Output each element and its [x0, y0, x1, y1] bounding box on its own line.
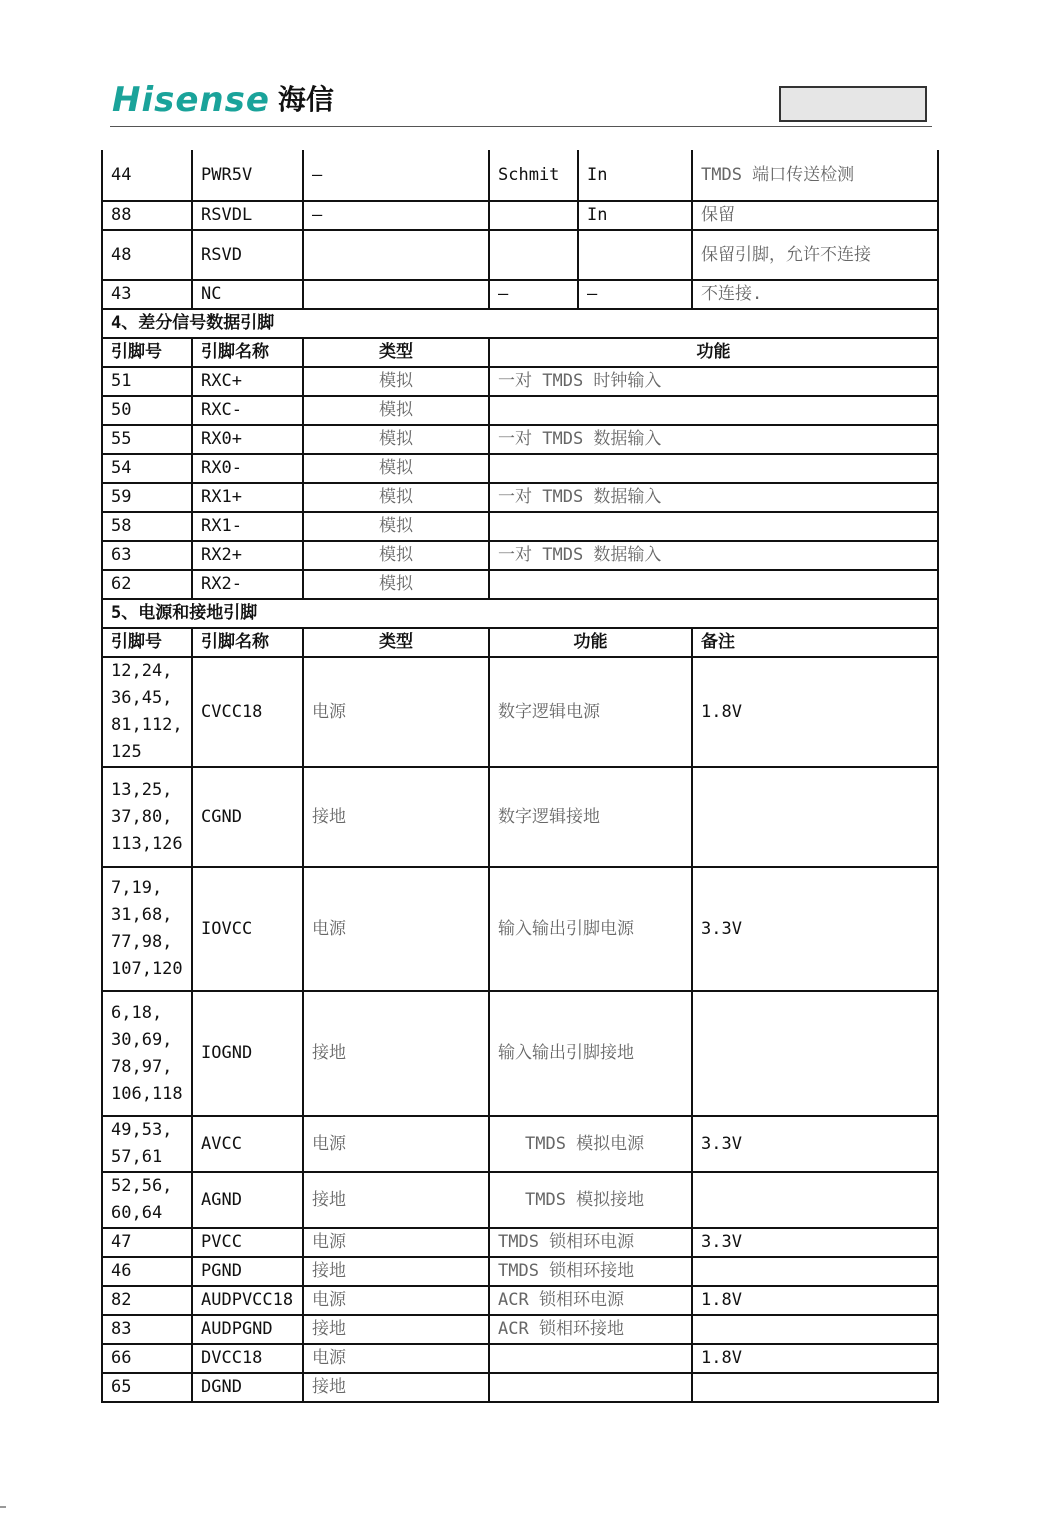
table-row — [102, 201, 938, 230]
table-row — [102, 1228, 938, 1257]
pin-note — [692, 1315, 938, 1344]
pin-name: PVCC — [192, 1228, 303, 1257]
pin-type: 模拟 — [303, 541, 489, 570]
table-row — [102, 1315, 938, 1344]
pin-type: 电源 — [303, 1344, 489, 1373]
pin-note — [692, 1257, 938, 1286]
pin-name: DGND — [192, 1373, 303, 1402]
pin-type: 模拟 — [303, 454, 489, 483]
pin-number: 47 — [102, 1228, 192, 1257]
pin-note — [692, 1373, 938, 1402]
pin-note: 3.3V — [692, 1116, 938, 1172]
pin-name: DVCC18 — [192, 1344, 303, 1373]
pin-name: PWR5V — [192, 150, 303, 201]
table-row — [102, 1116, 938, 1172]
pin-number: 59 — [102, 483, 192, 512]
pin-type: 电源 — [303, 1286, 489, 1315]
pin-function — [489, 396, 938, 425]
table-row — [102, 230, 938, 280]
header-row — [102, 338, 938, 367]
header-type: 类型 — [303, 628, 489, 657]
cell-col4 — [489, 230, 578, 280]
header-row — [102, 628, 938, 657]
pin-number: 48 — [102, 230, 192, 280]
pin-name: RXC+ — [192, 367, 303, 396]
pin-function: 一对 TMDS 数据输入 — [489, 541, 938, 570]
pin-function — [489, 454, 938, 483]
section-title-row — [102, 309, 938, 338]
pin-number: 55 — [102, 425, 192, 454]
table-row — [102, 767, 938, 867]
pin-number: 13,25, 37,80, 113,126 — [102, 767, 192, 867]
cell-col3 — [303, 280, 489, 309]
pin-name: PGND — [192, 1257, 303, 1286]
pin-function — [489, 1373, 692, 1402]
pin-name: CGND — [192, 767, 303, 867]
pin-note — [692, 767, 938, 867]
header-type: 类型 — [303, 338, 489, 367]
pin-name: AGND — [192, 1172, 303, 1228]
pin-number: 51 — [102, 367, 192, 396]
pin-name: RX0+ — [192, 425, 303, 454]
cell-col3: — — [303, 201, 489, 230]
header-pin: 引脚号 — [102, 628, 192, 657]
pin-number: 7,19, 31,68, 77,98, 107,120 — [102, 867, 192, 991]
pin-number: 49,53, 57,61 — [102, 1116, 192, 1172]
pin-name: AVCC — [192, 1116, 303, 1172]
pin-function: TMDS 端口传送检测 — [692, 150, 938, 201]
table-row — [102, 425, 938, 454]
pin-type: 接地 — [303, 1373, 489, 1402]
pin-type: 接地 — [303, 1257, 489, 1286]
pin-type: 模拟 — [303, 570, 489, 599]
cell-col3: — — [303, 150, 489, 201]
pin-number: 43 — [102, 280, 192, 309]
pin-name: IOVCC — [192, 867, 303, 991]
pin-note: 3.3V — [692, 867, 938, 991]
pin-name: RX0- — [192, 454, 303, 483]
pin-name: RXC- — [192, 396, 303, 425]
cell-col5: — — [578, 280, 692, 309]
pin-type: 模拟 — [303, 483, 489, 512]
pin-number: 6,18, 30,69, 78,97, 106,118 — [102, 991, 192, 1116]
pin-function: ACR 锁相环电源 — [489, 1286, 692, 1315]
logo-latin-text: Hisense — [112, 80, 270, 120]
pin-function: 数字逻辑电源 — [489, 657, 692, 767]
pin-number: 50 — [102, 396, 192, 425]
pin-type: 电源 — [303, 1228, 489, 1257]
table-row — [102, 1257, 938, 1286]
pin-name: RX2- — [192, 570, 303, 599]
page-edge-mark — [0, 1506, 6, 1508]
pin-number: 65 — [102, 1373, 192, 1402]
pin-table — [101, 150, 939, 1403]
pin-number: 46 — [102, 1257, 192, 1286]
hisense-logo — [112, 80, 334, 120]
pin-type: 模拟 — [303, 425, 489, 454]
pin-note — [692, 1172, 938, 1228]
pin-type: 电源 — [303, 867, 489, 991]
pin-type: 接地 — [303, 1172, 489, 1228]
pin-function: ACR 锁相环接地 — [489, 1315, 692, 1344]
cell-col5: In — [578, 150, 692, 201]
table-row — [102, 570, 938, 599]
pin-name: RSVDL — [192, 201, 303, 230]
header-note: 备注 — [692, 628, 938, 657]
pin-name: RX1- — [192, 512, 303, 541]
table-row — [102, 367, 938, 396]
pin-name: CVCC18 — [192, 657, 303, 767]
pin-function: 一对 TMDS 时钟输入 — [489, 367, 938, 396]
pin-note: 1.8V — [692, 1344, 938, 1373]
header-function: 功能 — [489, 338, 938, 367]
header-divider — [110, 126, 932, 127]
pin-number: 52,56, 60,64 — [102, 1172, 192, 1228]
pin-number: 12,24, 36,45, 81,112, 125 — [102, 657, 192, 767]
pin-name: AUDPGND — [192, 1315, 303, 1344]
pin-function: 不连接. — [692, 280, 938, 309]
pin-number: 82 — [102, 1286, 192, 1315]
pin-note — [692, 991, 938, 1116]
table-row — [102, 280, 938, 309]
pin-function — [489, 1344, 692, 1373]
pin-number: 63 — [102, 541, 192, 570]
header-function: 功能 — [489, 628, 692, 657]
cell-col5 — [578, 230, 692, 280]
table-row — [102, 1286, 938, 1315]
pin-function: TMDS 模拟电源 — [489, 1116, 692, 1172]
cell-col4 — [489, 201, 578, 230]
pin-number: 62 — [102, 570, 192, 599]
cell-col4: Schmit — [489, 150, 578, 201]
pin-type: 接地 — [303, 991, 489, 1116]
pin-function — [489, 570, 938, 599]
pin-function — [489, 512, 938, 541]
page-header — [0, 0, 1045, 140]
table-row — [102, 541, 938, 570]
pin-function: TMDS 锁相环电源 — [489, 1228, 692, 1257]
table-row — [102, 1373, 938, 1402]
pin-note: 1.8V — [692, 1286, 938, 1315]
cell-col4: — — [489, 280, 578, 309]
pin-name: RX2+ — [192, 541, 303, 570]
pin-function: 输入输出引脚接地 — [489, 991, 692, 1116]
pin-function: TMDS 锁相环接地 — [489, 1257, 692, 1286]
table-row — [102, 150, 938, 201]
pin-number: 83 — [102, 1315, 192, 1344]
pin-function: 保留 — [692, 201, 938, 230]
pin-name: NC — [192, 280, 303, 309]
header-pin: 引脚号 — [102, 338, 192, 367]
pin-function: 保留引脚，允许不连接 — [692, 230, 938, 280]
pin-number: 66 — [102, 1344, 192, 1373]
pin-type: 电源 — [303, 657, 489, 767]
header-name: 引脚名称 — [192, 338, 303, 367]
table-row — [102, 1172, 938, 1228]
pin-function: TMDS 模拟接地 — [489, 1172, 692, 1228]
pin-function: 一对 TMDS 数据输入 — [489, 425, 938, 454]
table-row — [102, 396, 938, 425]
header-name: 引脚名称 — [192, 628, 303, 657]
section-title-row — [102, 599, 938, 628]
pin-number: 44 — [102, 150, 192, 201]
header-document-box — [779, 86, 927, 122]
pin-function: 数字逻辑接地 — [489, 767, 692, 867]
pin-function: 一对 TMDS 数据输入 — [489, 483, 938, 512]
pin-type: 模拟 — [303, 367, 489, 396]
pin-note: 3.3V — [692, 1228, 938, 1257]
table-row — [102, 657, 938, 767]
cell-col3 — [303, 230, 489, 280]
table-row — [102, 1344, 938, 1373]
pin-number: 88 — [102, 201, 192, 230]
table-row — [102, 991, 938, 1116]
pin-type: 接地 — [303, 767, 489, 867]
pin-number: 54 — [102, 454, 192, 483]
table-row — [102, 512, 938, 541]
table-row — [102, 454, 938, 483]
logo-cjk-text: 海信 — [277, 83, 334, 116]
pin-name: IOGND — [192, 991, 303, 1116]
table-row — [102, 483, 938, 512]
pin-type: 接地 — [303, 1315, 489, 1344]
section-title: 5、电源和接地引脚 — [102, 599, 938, 628]
pin-function: 输入输出引脚电源 — [489, 867, 692, 991]
pin-number: 58 — [102, 512, 192, 541]
pin-type: 电源 — [303, 1116, 489, 1172]
pin-name: RX1+ — [192, 483, 303, 512]
pin-name: AUDPVCC18 — [192, 1286, 303, 1315]
section-title: 4、差分信号数据引脚 — [102, 309, 938, 338]
pin-note: 1.8V — [692, 657, 938, 767]
pin-name: RSVD — [192, 230, 303, 280]
table-row — [102, 867, 938, 991]
pin-type: 模拟 — [303, 512, 489, 541]
pin-type: 模拟 — [303, 396, 489, 425]
cell-col5: In — [578, 201, 692, 230]
